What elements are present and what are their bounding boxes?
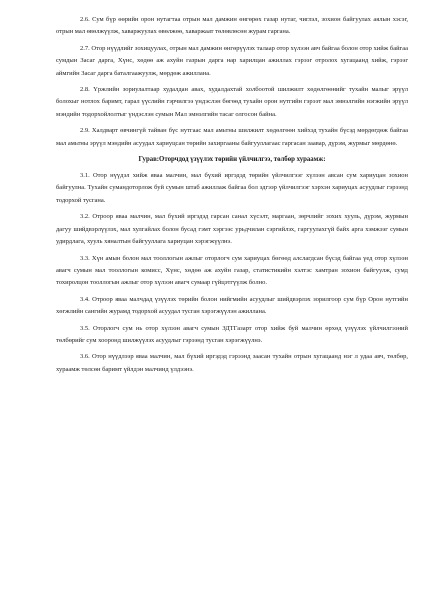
paragraph-2-8: 2.8. Үржлийн зориулалтаар худалдан авах, худалдахтай холбоотой шилжилт хөдөлгөөнийг тухайн малыг эрүүл болохыг нотлох баримт, гарал үүслийн гэрчилгээ үндэслэн бөгөөд тухайн орон нутгийн гэрээт мал эмнэлгийн нэгжийн эрүүл мэндийн тодорхойлолтыг үндэслэн сумын Мал эмнэлгийн тасаг олгосон байна. xyxy=(56,86,408,118)
section-heading: Гурав:Оторчдод үзүүлэх төрийн үйлчилгээ, төлбөр хураамж: xyxy=(138,156,326,164)
paragraph-2-9: 2.9. Халдварт өвчингүй тайван бүс нутгаас мал амьтны шилжилт хөдөлгөөн хийхэд тухайн бүсэд мөрдөгдөж байгаа мал амьтны эрүүл мэндийн асуудал хариуцсан төрийн захиргааны байгууллагаас гаргасан заавар, дүрэм, журмыг мөрдөнө. xyxy=(56,127,408,147)
paragraph-3-5: 3.5. Оторлогч сум нь отор хүлээн авагч сумын ЗДТГазарт отор хийж буй малчин өрхөд үзүүлэх үйлчилгээний төлбөрийг сум хооронд шилжүүлэх асуудлыг гэрээнд тусган хэрэгжүүлнэ. xyxy=(56,324,408,344)
paragraph-3-3: 3.3. Хүн амын болон мал тооллогын ажлыг оторлогч сум хариуцах бөгөөд алслагдсан бүсэд байгаа үед отор хүлээн авагч сумын мал тооллогын комисс, Хүнс, хөдөө аж ахуйн газар, статистикийн хэлтэс хамтран зохион байгуулж, сумд тохиролцон тооллогын ажлыг отор хүлээн авагч сумаар гүйцэтгүүлж болно. xyxy=(56,254,408,287)
paragraph-3-6: 3.6. Отор нүүдлээр яваа малчин, мал бүхий иргэдэд гэрээнд заасан тухайн отрын хугацаанд нэг л удаа авч, төлбөр, хураамж төлсөн баримт үйлдэн малчинд үлдээнэ. xyxy=(56,353,408,373)
paragraph-3-1: 3.1. Отор нүүдэл хийж яваа малчин, мал бүхий иргэдэд төрийн үйлчилгээг хүлээн авсан сум хариуцан зохион байгуулна. Тухайн сумандоторлож буй сумын штаб ажиллаж байгаа бол эдгээр үйлчилгээг хэрхэн хариуцах асуудлыг гэрээнд тодорхой тусгана. xyxy=(56,172,408,204)
paragraph-3-4: 3.4. Отроор яваа малчдад үзүүлэх төрийн болон нийгмийн асуудлыг шийдвэрлэх зорилгоор сум бүр Орон нутгийн хөгжлийн сангийн журамд тодорхой асуудал тусган хэрэгжүүлэн ажиллана. xyxy=(56,295,408,316)
paragraph-2-6: 2.6. Сум бүр өөрийн орон нутагтаа отрын мал дамжин өнгөрөх газар нутаг, чиглэл, зохион байгуулах аялын хэсэг, отрын мал өвөлжүүлж, хаваржуулах өвөлжөө, хаваржаат төлөвлөсөн журам гаргана. xyxy=(56,16,408,36)
paragraph-2-7: 2.7. Отор нүүдлийг зохицуулах, отрын мал дамжин өнгөрүүлэх талаар отор хүлээн авч байгаа болон отор хийж байгаа сумдын Засаг дарга, Хүнс, хөдөө аж ахуйн газрын дарга нар харилцан ажиллах гэрээг отролох хугацаанд хийж, гэрээг аймгийн Засаг дарга баталгаажуулж, мөрдөж ажиллана. xyxy=(56,44,408,77)
paragraph-3-2: 3.2. Отроор яваа малчин, мал бүхий иргэдэд гарсан санал хүсэлт, маргаан, зөрчлийг зохих хууль, дүрэм, журмын дагуу шийдвэрлүүлэх, мал хулгайлах болон бусад гэмт хэргээс урьдчилан сэргийлэх, гаргуулахгүй байх арга хэмжээг сумын удирдлага, хууль хяналтын байгууллага хариуцан хэрэгжүүлнэ. xyxy=(56,213,408,246)
